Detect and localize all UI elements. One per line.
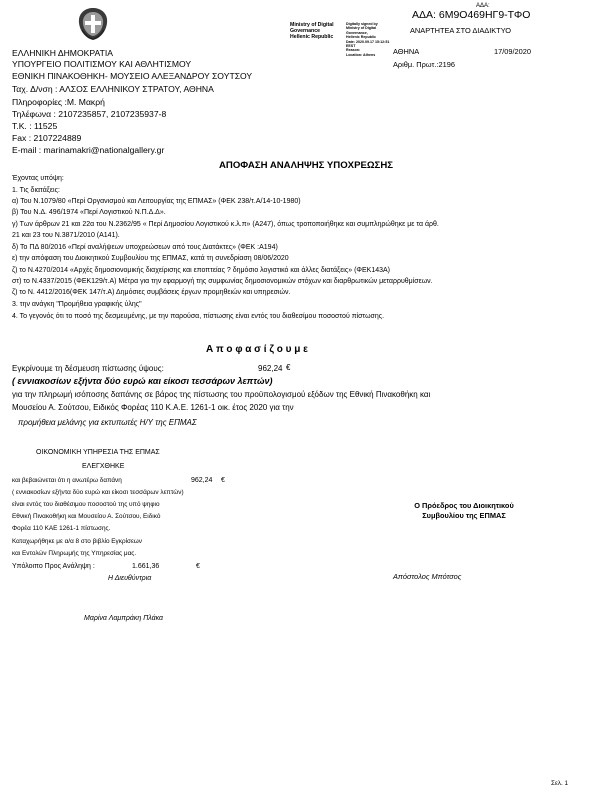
signature-line: Governance,: [346, 30, 368, 35]
consideration-item: 4. Το γεγονός ότι το ποσό της δεσμευμένης, με την παρούσα, πίστωσης είναι εντός του διαθεσίμου ποσοστού πίστωσης.: [12, 313, 385, 320]
finance-line: Καταχωρήθηκε με α/α 8 στο βιβλίο Εγκρίσεων: [12, 538, 142, 545]
sender-line: Ταχ. Δ/νση : ΑΛΣΟΣ ΕΛΛΗΝΙΚΟΥ ΣΤΡΑΤΟΥ, ΑΘΗΝΑ: [12, 84, 214, 94]
finance-certify-text: και βεβαιώνεται ότι η ανωτέρω δαπάνη: [12, 477, 122, 484]
finance-amount-words: ( εννιακοσίων εξήντα δύο ευρώ και είκοσι τεσσάρων λεπτών): [12, 489, 184, 496]
sender-line: Πληροφορίες :Μ. Μακρή: [12, 97, 105, 107]
digital-line: Hellenic Republic: [290, 34, 334, 41]
president-name: Απόστολος Μπότσος: [393, 572, 462, 581]
finance-amount: 962,24: [191, 477, 213, 484]
finance-line: Φορέα 110 ΚΑΕ 1261-1 πίστωσης.: [12, 525, 111, 532]
decision-body: Μουσείου Α. Σούτσου, Ειδικός Φορέας 110 Κ.Α.Ε. 1261-1 οικ. έτος 2020 για την: [12, 403, 294, 412]
balance-label: Υπόλοιπο Προς Ανάληψη :: [12, 563, 95, 570]
consideration-item: δ) Το ΠΔ 80/2016 «Περί αναλήψεων υποχρεώσεων από τους Διατάκτες» (ΦΕΚ :Α194): [12, 244, 278, 251]
sender-line: Τηλέφωνα : 2107235857, 2107235937-8: [12, 109, 167, 119]
sender-email: E-mail : marinamakri@nationalgallery.gr: [12, 145, 165, 155]
euro-sign: €: [196, 563, 200, 570]
finance-line: και Εντολών Πληρωμής της Υπηρεσίας μας.: [12, 550, 137, 557]
director-name: Μαρίνα Λαμπράκη Πλάκα: [84, 615, 164, 622]
consideration-item: 21 και 23 του Ν.3871/2010 (Α141).: [12, 232, 120, 239]
decision-body: για την πληρωμή ισόποσης δαπάνης σε βάρος της πίστωσης του προϋπολογισμού εξόδων της Εθνική Πινακοθήκη και: [12, 390, 431, 399]
signature-line: Ministry of Digital: [346, 26, 377, 31]
page-number: Σελ. 1: [551, 780, 569, 787]
finance-checked-label: ΕΛΕΓΧΘΗΚΕ: [82, 463, 125, 470]
ada-small-label: ΑΔΑ:: [476, 3, 490, 9]
consideration-item: 1. Τις διατάξεις:: [12, 187, 60, 194]
finance-line: είναι εντός του διαθέσιμου ποσοστού της υπό ψηφιο: [12, 501, 160, 508]
finance-line: Εθνική Πινακοθήκη και Μουσείου Α. Σούτσου, Ειδικό: [12, 513, 161, 520]
digital-line: Ministry of Digital: [290, 22, 334, 28]
signature-line: Digitally signed by: [346, 22, 378, 26]
document-date: 17/09/2020: [494, 47, 531, 56]
consideration-item: 3. την ανάγκη "Προμήθεια γραφικής ύλης": [12, 301, 142, 308]
ada-number: ΑΔΑ: 6Μ9Ο469ΗΓ9-ΤΦΟ: [412, 9, 531, 21]
digital-line: Governance: [290, 28, 320, 35]
signature-line: EEST: [346, 44, 356, 49]
board-title: Συμβουλίου της ΕΠΜΑΣ: [422, 511, 506, 520]
sender-line: Τ.Κ. : 11525: [12, 121, 58, 131]
protocol-number: Αριθμ. Πρωτ.:2196: [393, 60, 455, 69]
sender-line: ΕΘΝΙΚΗ ΠΙΝΑΚΟΘΗΚΗ- ΜΟΥΣΕΙΟ ΑΛΕΞΑΝΔΡΟΥ ΣΟΥΤΣΟΥ: [12, 71, 253, 81]
consideration-item: ζ) το Ν. 4412/2016(ΦΕΚ 147/τ.Α) Δημόσιες συμβάσεις έργων προμηθειών και υπηρεσιών.: [12, 289, 291, 296]
signature-line: Date: 2020.09.17 15:12:51: [346, 39, 390, 44]
sender-line: Fax : 2107224889: [12, 133, 82, 143]
digital-governance-block: [290, 22, 342, 41]
decision-heading: Α π ο φ α σ ί ζ ο υ μ ε: [206, 344, 308, 355]
consideration-item: ζ) το Ν.4270/2014 «Αρχές δημοσιονομικής διαχείρισης και εποπτείας ? δημόσιο λογιστικό και άλλες διατάξεις» (ΦΕΚ143Α): [12, 267, 391, 274]
finance-service-title: ΟΙΚΟΝΟΜΙΚΗ ΥΠΗΡΕΣΙΑ ΤΗΣ ΕΠΜΑΣ: [36, 449, 160, 456]
signature-line: Location: Athens: [346, 52, 376, 57]
euro-sign: €: [286, 363, 291, 372]
internet-posting-label: ΑΝΑΡΤΗΤΕΑ ΣΤΟ ΔΙΑΔΙΚΤΥΟ: [410, 26, 511, 35]
signature-line: Reason:: [346, 48, 361, 53]
director-title: Η Διευθύντρια: [108, 575, 152, 582]
approve-amount: 962,24: [258, 364, 283, 373]
consideration-item: στ) το Ν.4337/2015 (ΦΕΚ129/τ.Α) Μέτρα για την εφαρμογή της συμφωνίας δημοσιονομικών στόχων και διαρθρωτικών μεταρρυθμίσεων.: [12, 278, 433, 285]
considerations-intro: Έχοντας υπόψη:: [12, 175, 64, 182]
consideration-item: γ) Των άρθρων 21 και 22α του Ν.2362/95 « Περί Δημοσίου Λογιστικού κ.λ.π» (Α247), όπως τροποποιήθηκε και συμπληρώθηκε με τα άρθ.: [12, 221, 439, 228]
greek-emblem-icon: [76, 6, 110, 42]
balance-amount: 1.661,36: [132, 563, 160, 570]
approve-text: Εγκρίνουμε τη δέσμευση πίστωσης ύψους:: [12, 364, 164, 373]
signature-line: Hellenic Republic: [346, 35, 376, 40]
amount-in-words: ( εννιακοσίων εξήντα δύο ευρώ και είκοσι τεσσάρων λεπτών): [12, 376, 273, 386]
consideration-item: ε) την απόφαση του Διοικητικού Συμβουλίου της ΕΠΜΑΣ, κατά τη συνεδρίαση 08/06/2020: [12, 255, 289, 262]
euro-sign: €: [221, 477, 225, 484]
decision-title: ΑΠΟΦΑΣΗ ΑΝΑΛΗΨΗΣ ΥΠΟΧΡΕΩΣΗΣ: [218, 160, 394, 171]
consideration-item: β) Του Ν.Δ. 496/1974 «Περί Λογιστικού Ν.Π.Δ.Δ».: [12, 209, 166, 216]
sender-line: ΕΛΛΗΝΙΚΗ ΔΗΜΟΚΡΑΤΙΑ: [12, 48, 113, 58]
consideration-item: α) Του Ν.1079/80 «Περί Οργανισμού και Λειτουργίας της ΕΠΜΑΣ» (ΦΕΚ 238/τ.Α/14-10-1980): [12, 198, 301, 205]
city: ΑΘΗΝΑ: [393, 47, 420, 56]
sender-line: ΥΠΟΥΡΓΕΙΟ ΠΟΛΙΤΙΣΜΟΥ ΚΑΙ ΑΘΛΗΤΙΣΜΟΥ: [12, 59, 192, 69]
board-title: Ο Πρόεδρος του Διοικητικού: [414, 501, 514, 510]
decision-purpose: προμήθεια μελάνης για εκτυπωτές Η/Υ της ΕΠΜΑΣ: [18, 418, 197, 427]
